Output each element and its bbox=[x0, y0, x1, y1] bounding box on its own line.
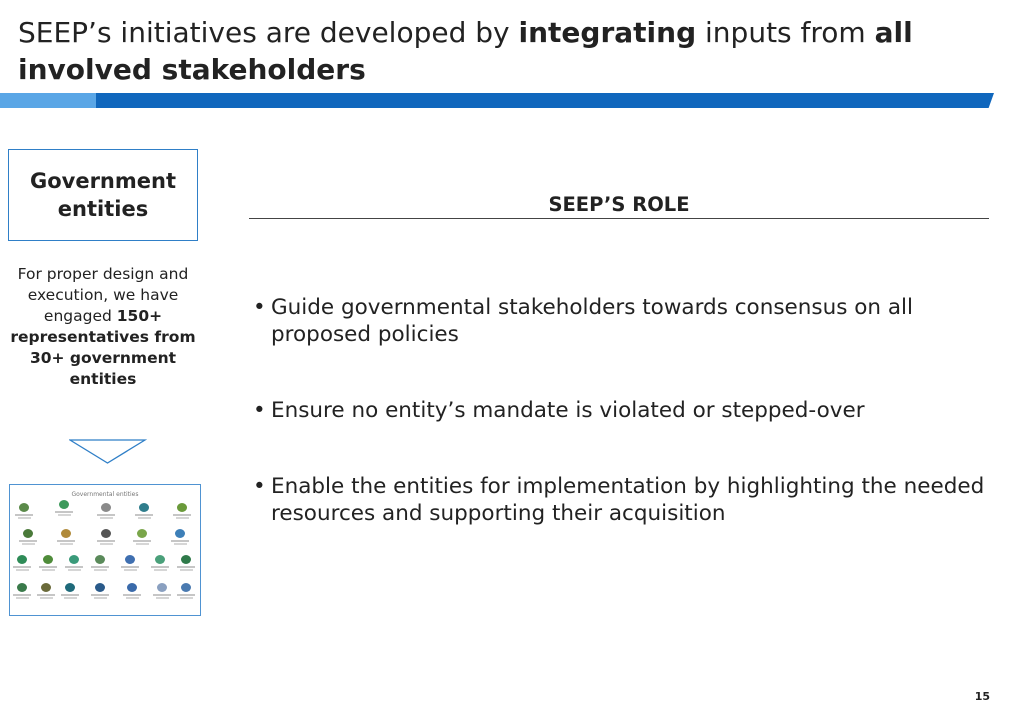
role-bullet-1 bbox=[253, 294, 988, 348]
ministry-logo bbox=[60, 583, 80, 599]
government-entities-title: Government entities bbox=[29, 169, 176, 221]
header-bar-light bbox=[0, 93, 96, 108]
ministry-logo bbox=[18, 529, 38, 545]
ministry-logo bbox=[54, 500, 74, 516]
bullet-marker: • bbox=[253, 474, 266, 499]
title-text-2: inputs from bbox=[696, 16, 875, 49]
description-text: For proper design and execution, we have engaged bbox=[17, 265, 189, 325]
ministry-logo bbox=[172, 503, 192, 519]
seep-role-heading: SEEP’S ROLE bbox=[548, 193, 690, 216]
title-emphasis-integrating: integrating bbox=[518, 16, 697, 49]
logos-panel-title: Governmental entities bbox=[71, 491, 139, 498]
ministry-logo bbox=[38, 555, 58, 571]
ministry-logo bbox=[176, 583, 196, 599]
ministry-logo bbox=[90, 555, 110, 571]
title-emphasis-stakeholders: all involved stakeholders bbox=[18, 16, 913, 86]
ministry-logo bbox=[150, 555, 170, 571]
ministry-logo bbox=[134, 503, 154, 519]
bullet-marker: • bbox=[253, 295, 266, 320]
role-bullet-text: Ensure no entity’s mandate is violated or stepped-over bbox=[271, 398, 865, 423]
ministry-logo bbox=[176, 555, 196, 571]
ministry-logo bbox=[90, 583, 110, 599]
ministry-logo bbox=[96, 529, 116, 545]
ministry-logo bbox=[96, 503, 116, 519]
ministry-logo bbox=[64, 555, 84, 571]
slide-title bbox=[18, 14, 978, 88]
ministry-logo bbox=[14, 503, 34, 519]
government-entities-box bbox=[8, 149, 198, 241]
ministry-logo bbox=[12, 555, 32, 571]
ministry-logo bbox=[120, 555, 140, 571]
ministry-logo bbox=[132, 529, 152, 545]
role-bullet-3 bbox=[253, 473, 988, 527]
title-text-1: SEEP’s initiatives are developed by bbox=[18, 16, 519, 49]
chevron-down-outline-icon bbox=[69, 439, 147, 465]
ministry-logo bbox=[170, 529, 190, 545]
page-number: 15 bbox=[974, 690, 990, 703]
ministry-logo bbox=[12, 583, 32, 599]
seep-role-divider bbox=[249, 218, 989, 219]
bullet-marker: • bbox=[253, 398, 266, 423]
role-bullet-text: Guide governmental stakeholders towards consensus on all proposed policies bbox=[271, 295, 913, 347]
government-entities-description bbox=[6, 264, 200, 390]
ministry-logo bbox=[56, 529, 76, 545]
ministry-logo bbox=[152, 583, 172, 599]
ministry-logo bbox=[36, 583, 56, 599]
description-emphasis: 150+ representatives from 30+ government entities bbox=[10, 307, 196, 388]
header-bar-dark bbox=[96, 93, 994, 108]
ministry-logo bbox=[122, 583, 142, 599]
role-bullet-2 bbox=[253, 397, 988, 424]
role-bullet-text: Enable the entities for implementation by highlighting the needed resources and supporting their acquisition bbox=[271, 474, 985, 526]
government-logos-panel bbox=[9, 484, 201, 616]
